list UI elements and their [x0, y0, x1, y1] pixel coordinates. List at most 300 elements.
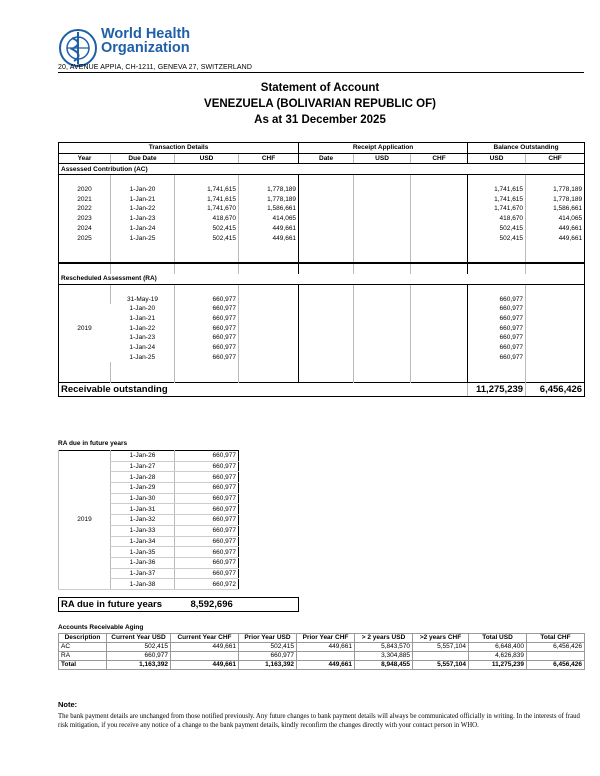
ra-row — [59, 323, 585, 333]
receipt-date-cell — [299, 304, 354, 314]
balance-chf-cell — [526, 314, 585, 324]
receipt-usd-cell — [354, 185, 411, 195]
header-divider — [58, 72, 584, 73]
receipt-usd-cell — [354, 323, 411, 333]
aging-value-cell: 502,415 — [107, 643, 171, 652]
receipt-date-cell — [299, 204, 354, 214]
balance-chf-cell: 1,778,189 — [526, 194, 585, 204]
year-cell: 2020 — [77, 186, 92, 194]
aging-desc-cell: Total — [59, 661, 107, 670]
group-transaction-details: Transaction Details — [59, 143, 299, 154]
receipt-chf-cell — [411, 294, 468, 304]
aging-value-cell: 6,648,400 — [469, 643, 527, 652]
chf-cell: 1,778,189 — [239, 194, 299, 204]
empty-cell — [299, 362, 354, 372]
receipt-usd-cell — [354, 214, 411, 224]
usd-cell: 502,415 — [175, 224, 239, 234]
empty-cell — [59, 263, 111, 274]
empty-cell — [526, 284, 585, 294]
blank-row — [59, 263, 585, 274]
due-date-cell: 1-Jan-25 — [111, 233, 175, 243]
chf-cell — [239, 343, 299, 353]
empty-cell — [468, 284, 526, 294]
due-date-cell: 1-Jan-27 — [111, 461, 175, 472]
receipt-date-cell — [299, 294, 354, 304]
empty-cell — [526, 253, 585, 264]
empty-cell — [354, 263, 411, 274]
balance-chf-cell — [526, 294, 585, 304]
due-date-cell: 1-Jan-33 — [111, 525, 175, 536]
empty-cell — [526, 263, 585, 274]
due-date-cell: 1-Jan-21 — [111, 194, 175, 204]
empty-cell — [354, 253, 411, 264]
aging-table — [58, 633, 585, 670]
empty-cell — [59, 284, 111, 294]
empty-cell — [468, 372, 526, 382]
org-name — [101, 27, 190, 55]
section-ra-label: Rescheduled Assessment (RA) — [59, 274, 585, 284]
year-cell: 2021 — [77, 195, 92, 203]
empty-cell — [354, 175, 411, 185]
empty-cell — [59, 372, 111, 382]
due-date-cell: 1-Jan-29 — [111, 483, 175, 494]
org-address: 20, AVENUE APPIA, CH-1211, GENEVA 27, SWITZERLAND — [58, 64, 252, 71]
group-header-row — [59, 143, 585, 154]
year-cell: 2022 — [77, 205, 92, 213]
chf-cell — [239, 314, 299, 324]
empty-cell — [175, 263, 239, 274]
due-date-cell: 1-Jan-32 — [111, 515, 175, 526]
receipt-date-cell — [299, 323, 354, 333]
due-date-cell: 1-Jan-30 — [111, 493, 175, 504]
section-ra-row — [59, 274, 585, 284]
aging-header-cell: Current Year CHF — [171, 634, 239, 643]
receipt-chf-cell — [411, 333, 468, 343]
due-date-cell: 1-Jan-24 — [129, 344, 156, 352]
chf-cell — [239, 294, 299, 304]
empty-cell — [175, 253, 239, 264]
due-date-cell: 31-May-19 — [111, 294, 175, 304]
usd-cell: 660,977 — [175, 547, 239, 558]
future-total-value: 8,592,696 — [190, 599, 233, 610]
receipt-date-cell — [299, 314, 354, 324]
receipt-chf-cell — [411, 204, 468, 214]
col-receipt-usd: USD — [354, 153, 411, 164]
usd-cell: 660,977 — [175, 294, 239, 304]
aging-header-cell: Current Year USD — [107, 634, 171, 643]
due-date-cell: 1-Jan-22 — [129, 324, 156, 332]
aging-value-cell: 4,626,839 — [469, 652, 527, 661]
org-name-line2: Organization — [101, 40, 190, 56]
empty-cell — [299, 372, 354, 382]
aging-header-cell: Total USD — [469, 634, 527, 643]
aging-value-cell: 1,163,392 — [107, 661, 171, 670]
aging-value-cell: 5,557,104 — [413, 643, 469, 652]
receipt-chf-cell — [411, 224, 468, 234]
ra-row — [59, 333, 585, 343]
chf-cell — [239, 333, 299, 343]
receipt-date-cell — [299, 185, 354, 195]
usd-cell: 502,415 — [175, 233, 239, 243]
section-ac-label: Assessed Contribution (AC) — [59, 164, 585, 175]
empty-cell — [175, 372, 239, 382]
receipt-usd-cell — [354, 343, 411, 353]
aging-header-cell: Prior Year CHF — [297, 634, 355, 643]
aging-value-cell: 6,456,426 — [527, 643, 585, 652]
balance-usd-cell: 660,977 — [468, 343, 526, 353]
empty-cell — [526, 243, 585, 253]
receipt-chf-cell — [411, 233, 468, 243]
blank-row — [59, 372, 585, 382]
future-ra-table — [58, 450, 239, 590]
ra-year-cell: 2019 — [77, 324, 92, 332]
balance-chf-cell — [526, 323, 585, 333]
balance-usd-cell: 1,741,615 — [468, 185, 526, 195]
empty-cell — [239, 243, 299, 253]
ac-row — [59, 233, 585, 243]
due-date-cell: 1-Jan-20 — [129, 305, 156, 313]
empty-cell — [411, 175, 468, 185]
empty-cell — [299, 175, 354, 185]
chf-cell: 414,065 — [239, 214, 299, 224]
empty-cell — [175, 243, 239, 253]
empty-cell — [299, 263, 354, 274]
empty-cell — [411, 243, 468, 253]
statement-titles — [0, 80, 600, 128]
aging-value-cell: 449,661 — [171, 661, 239, 670]
empty-cell — [111, 372, 175, 382]
usd-cell: 660,977 — [175, 451, 239, 462]
aging-value-cell: 6,456,426 — [527, 661, 585, 670]
blank-row — [59, 253, 585, 264]
empty-cell — [175, 362, 239, 372]
aging-value-cell: 449,661 — [171, 643, 239, 652]
aging-row — [59, 652, 585, 661]
ac-row — [59, 185, 585, 195]
col-year: Year — [59, 153, 111, 164]
usd-cell: 418,670 — [175, 214, 239, 224]
receipt-usd-cell — [354, 204, 411, 214]
aging-header-cell: >2 years CHF — [413, 634, 469, 643]
receipt-chf-cell — [411, 352, 468, 362]
balance-usd-cell: 502,415 — [468, 233, 526, 243]
receivable-usd: 11,275,239 — [468, 382, 526, 396]
balance-chf-cell — [526, 304, 585, 314]
who-emblem — [58, 28, 98, 68]
receipt-date-cell — [299, 194, 354, 204]
balance-chf-cell: 1,778,189 — [526, 185, 585, 195]
ra-row — [59, 304, 585, 314]
year-cell: 2024 — [77, 224, 92, 232]
empty-cell — [526, 175, 585, 185]
usd-cell: 660,977 — [175, 304, 239, 314]
balance-chf-cell — [526, 333, 585, 343]
empty-cell — [299, 253, 354, 264]
due-date-cell: 1-Jan-23 — [129, 334, 156, 342]
empty-cell — [239, 372, 299, 382]
empty-cell — [239, 284, 299, 294]
chf-cell — [239, 323, 299, 333]
receipt-date-cell — [299, 224, 354, 234]
receivable-chf: 6,456,426 — [526, 382, 585, 396]
usd-cell: 660,977 — [175, 515, 239, 526]
balance-chf-cell: 414,065 — [526, 214, 585, 224]
future-ra-total — [58, 597, 299, 612]
empty-cell — [239, 253, 299, 264]
balance-usd-cell: 1,741,615 — [468, 194, 526, 204]
balance-usd-cell: 660,977 — [468, 304, 526, 314]
country-name: VENEZUELA (BOLIVARIAN REPUBLIC OF) — [204, 98, 436, 110]
balance-chf-cell — [526, 343, 585, 353]
aging-header-cell: > 2 years USD — [355, 634, 413, 643]
blank-row — [59, 175, 585, 185]
aging-value-cell: 5,843,570 — [355, 643, 413, 652]
aging-desc-cell: RA — [59, 652, 107, 661]
aging-header-row — [59, 634, 585, 643]
empty-cell — [299, 284, 354, 294]
empty-cell — [239, 175, 299, 185]
usd-cell: 660,977 — [175, 472, 239, 483]
balance-chf-cell: 1,586,661 — [526, 204, 585, 214]
usd-cell: 660,977 — [175, 493, 239, 504]
usd-cell: 660,977 — [175, 568, 239, 579]
aging-header-cell: Total CHF — [527, 634, 585, 643]
col-chf: CHF — [239, 153, 299, 164]
aging-header-cell: Prior Year USD — [239, 634, 297, 643]
receipt-date-cell — [299, 233, 354, 243]
receipt-chf-cell — [411, 343, 468, 353]
ra-row — [59, 352, 585, 362]
aging-value-cell — [413, 652, 469, 661]
col-receipt-chf: CHF — [411, 153, 468, 164]
due-date-cell: 1-Jan-35 — [111, 547, 175, 558]
balance-usd-cell: 1,741,670 — [468, 204, 526, 214]
receipt-usd-cell — [354, 224, 411, 234]
empty-cell — [354, 284, 411, 294]
usd-cell: 1,741,615 — [175, 185, 239, 195]
col-due-date: Due Date — [111, 153, 175, 164]
empty-cell — [299, 243, 354, 253]
ac-row — [59, 214, 585, 224]
empty-cell — [468, 243, 526, 253]
receipt-chf-cell — [411, 304, 468, 314]
receipt-usd-cell — [354, 304, 411, 314]
column-header-row — [59, 153, 585, 164]
due-date-cell: 1-Jan-25 — [129, 353, 156, 361]
receipt-usd-cell — [354, 333, 411, 343]
aging-value-cell: 660,977 — [107, 652, 171, 661]
empty-cell — [175, 175, 239, 185]
usd-cell: 660,977 — [175, 352, 239, 362]
receivable-label: Receivable outstanding — [59, 382, 468, 396]
empty-cell — [411, 253, 468, 264]
usd-cell: 660,977 — [175, 504, 239, 515]
usd-cell: 660,977 — [175, 461, 239, 472]
blank-row — [59, 284, 585, 294]
receipt-chf-cell — [411, 314, 468, 324]
receipt-date-cell — [299, 352, 354, 362]
usd-cell: 660,977 — [175, 343, 239, 353]
due-date-cell: 1-Jan-23 — [111, 214, 175, 224]
future-row — [59, 451, 239, 462]
empty-cell — [111, 175, 175, 185]
section-ac-row — [59, 164, 585, 175]
balance-usd-cell: 418,670 — [468, 214, 526, 224]
due-date-cell: 1-Jan-31 — [111, 504, 175, 515]
aging-value-cell — [297, 652, 355, 661]
aging-title: Accounts Receivable Aging — [58, 624, 144, 631]
receipt-usd-cell — [354, 352, 411, 362]
group-receipt-application: Receipt Application — [299, 143, 468, 154]
empty-cell — [239, 263, 299, 274]
balance-chf-cell: 449,661 — [526, 224, 585, 234]
receipt-usd-cell — [354, 294, 411, 304]
usd-cell: 660,977 — [175, 525, 239, 536]
empty-cell — [59, 253, 111, 264]
empty-cell — [411, 372, 468, 382]
aging-value-cell: 3,304,885 — [355, 652, 413, 661]
aging-value-cell: 449,661 — [297, 643, 355, 652]
receipt-date-cell — [299, 333, 354, 343]
usd-cell: 660,977 — [175, 314, 239, 324]
receipt-chf-cell — [411, 194, 468, 204]
aging-header-cell: Description — [59, 634, 107, 643]
aging-value-cell: 660,977 — [239, 652, 297, 661]
statement-title: Statement of Account — [260, 82, 380, 94]
empty-cell — [111, 253, 175, 264]
receivable-row — [59, 382, 585, 396]
aging-total-row — [59, 661, 585, 670]
balance-usd-cell: 660,977 — [468, 333, 526, 343]
col-balance-usd: USD — [468, 153, 526, 164]
future-total-label: RA due in future years — [61, 599, 163, 610]
empty-cell — [468, 175, 526, 185]
chf-cell: 449,661 — [239, 233, 299, 243]
receipt-date-cell — [299, 214, 354, 224]
empty-cell — [411, 263, 468, 274]
empty-cell — [468, 263, 526, 274]
balance-usd-cell: 660,977 — [468, 314, 526, 324]
ac-row — [59, 224, 585, 234]
blank-row — [59, 243, 585, 253]
usd-cell: 1,741,615 — [175, 194, 239, 204]
receipt-chf-cell — [411, 214, 468, 224]
empty-cell — [59, 175, 111, 185]
empty-cell — [468, 253, 526, 264]
future-ra-title: RA due in future years — [58, 440, 128, 447]
aging-value-cell: 449,661 — [297, 661, 355, 670]
empty-cell — [59, 362, 111, 372]
due-date-cell: 1-Jan-20 — [111, 185, 175, 195]
due-date-cell: 1-Jan-34 — [111, 536, 175, 547]
usd-cell: 660,977 — [175, 333, 239, 343]
balance-usd-cell: 502,415 — [468, 224, 526, 234]
note-title: Note: — [58, 700, 78, 709]
aging-row — [59, 643, 585, 652]
empty-cell — [526, 372, 585, 382]
receipt-date-cell — [299, 343, 354, 353]
year-cell: 2025 — [77, 234, 92, 242]
usd-cell: 660,977 — [175, 323, 239, 333]
ra-row — [59, 314, 585, 324]
due-date-cell: 1-Jan-36 — [111, 557, 175, 568]
empty-cell — [411, 362, 468, 372]
balance-usd-cell: 660,977 — [468, 323, 526, 333]
ac-row — [59, 194, 585, 204]
group-balance-outstanding: Balance Outstanding — [468, 143, 585, 154]
due-date-cell: 1-Jan-37 — [111, 568, 175, 579]
usd-cell: 660,977 — [175, 557, 239, 568]
empty-cell — [354, 362, 411, 372]
empty-cell — [526, 362, 585, 372]
balance-chf-cell — [526, 352, 585, 362]
empty-cell — [59, 243, 111, 253]
aging-desc-cell: AC — [59, 643, 107, 652]
balance-usd-cell: 660,977 — [468, 352, 526, 362]
usd-cell: 660,977 — [175, 536, 239, 547]
usd-cell: 660,972 — [175, 579, 239, 590]
col-receipt-date: Date — [299, 153, 354, 164]
usd-cell: 660,977 — [175, 483, 239, 494]
due-date-cell: 1-Jan-21 — [129, 315, 156, 323]
balance-chf-cell: 449,661 — [526, 233, 585, 243]
receipt-usd-cell — [354, 194, 411, 204]
empty-cell — [111, 243, 175, 253]
due-date-cell: 1-Jan-22 — [111, 204, 175, 214]
empty-cell — [468, 362, 526, 372]
aging-value-cell — [527, 652, 585, 661]
chf-cell: 1,586,661 — [239, 204, 299, 214]
aging-value-cell: 5,557,104 — [413, 661, 469, 670]
due-date-cell: 1-Jan-28 — [111, 472, 175, 483]
ra-row — [59, 294, 585, 304]
empty-cell — [111, 284, 175, 294]
empty-cell — [411, 284, 468, 294]
receipt-usd-cell — [354, 233, 411, 243]
chf-cell: 1,778,189 — [239, 185, 299, 195]
empty-cell — [354, 243, 411, 253]
note-section — [58, 700, 584, 730]
due-date-cell: 1-Jan-26 — [111, 451, 175, 462]
future-year-cell: 2019 — [59, 451, 111, 590]
statement-date: As at 31 December 2025 — [254, 114, 386, 126]
year-cell: 2023 — [77, 215, 92, 223]
due-date-cell: 1-Jan-24 — [111, 224, 175, 234]
col-balance-chf: CHF — [526, 153, 585, 164]
blank-row — [59, 362, 585, 372]
balance-usd-cell: 660,977 — [468, 294, 526, 304]
receipt-chf-cell — [411, 323, 468, 333]
aging-value-cell: 11,275,239 — [469, 661, 527, 670]
receipt-chf-cell — [411, 185, 468, 195]
empty-cell — [111, 362, 175, 372]
usd-cell: 1,741,670 — [175, 204, 239, 214]
statement-table — [58, 142, 585, 397]
receipt-usd-cell — [354, 314, 411, 324]
chf-cell — [239, 304, 299, 314]
chf-cell: 449,661 — [239, 224, 299, 234]
note-text: The bank payment details are unchanged from those notified previously. Any future changes to bank payment details will always be communicated officially in writing. In the interests of fraud risk mitigation, if you receive any notice of a change to the bank payment details, kindly reconfirm the changes directly with your contact person in WHO. — [58, 713, 580, 729]
empty-cell — [354, 372, 411, 382]
org-name-line1: World Health — [101, 26, 191, 42]
due-date-cell: 1-Jan-38 — [111, 579, 175, 590]
empty-cell — [111, 263, 175, 274]
chf-cell — [239, 352, 299, 362]
empty-cell — [239, 362, 299, 372]
aging-value-cell: 502,415 — [239, 643, 297, 652]
empty-cell — [175, 284, 239, 294]
aging-value-cell: 8,948,455 — [355, 661, 413, 670]
